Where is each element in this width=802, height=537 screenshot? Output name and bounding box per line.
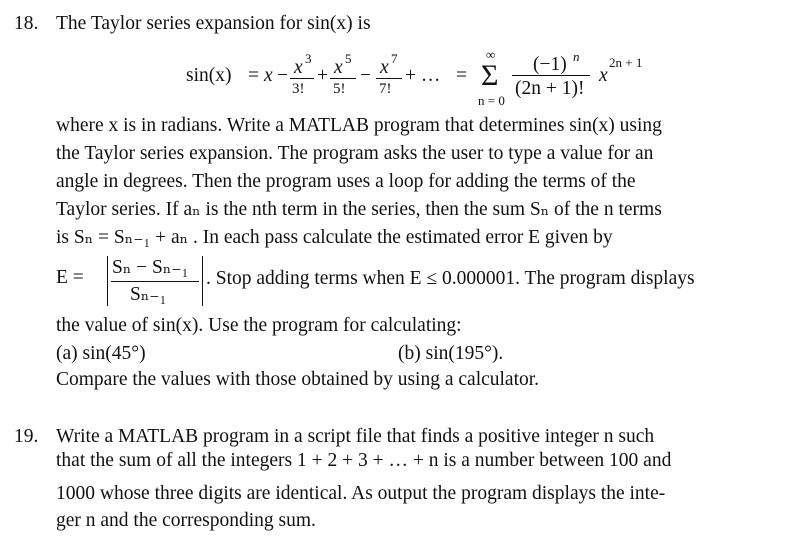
formula-lhs: sin(x) — [186, 65, 232, 86]
p18-line-5: is Sₙ = Sₙ₋₁ + aₙ . In each pass calculate the estimated error E given by — [56, 227, 613, 248]
term3-bar — [290, 78, 314, 79]
formula-equals-2: = — [456, 65, 467, 86]
formula-minus-2: − — [360, 65, 371, 86]
formula-plus-1: + — [317, 65, 328, 86]
p19-line-1: Write a MATLAB program in a script file that finds a positive integer n such — [56, 426, 655, 447]
term5-bar — [330, 78, 356, 79]
formula-x: x — [264, 65, 273, 86]
p18-line-4: Taylor series. If aₙ is the nth term in the series, then the sum Sₙ of the n terms — [56, 199, 662, 220]
problem-18-number: 18. — [14, 13, 39, 34]
part-a: (a) sin(45°) — [56, 343, 146, 364]
formula-ellipsis: + … — [405, 65, 441, 86]
error-fraction-bar — [111, 281, 199, 282]
term7-power: 7 — [391, 51, 398, 66]
formula-minus-1: − — [277, 65, 288, 86]
formula-equals: = — [248, 65, 259, 86]
sum-numerator: (−1) — [533, 54, 567, 75]
p18-line-7: the value of sin(x). Use the program for calculating: — [56, 315, 462, 336]
p18-line-9: Compare the values with those obtained by using a calculator. — [56, 369, 540, 390]
p19-line-2: that the sum of all the integers 1 + 2 + 3 + … + n is a number between 100 and — [56, 450, 672, 471]
term5-factorial: 5! — [333, 81, 346, 97]
sigma-icon: Σ — [481, 59, 499, 92]
term5-power: 5 — [345, 51, 352, 66]
sum-denominator: (2n + 1)! — [515, 78, 585, 99]
sum-upper-infinity: ∞ — [486, 47, 496, 62]
abs-bar-left — [107, 256, 108, 306]
problem-18-intro: The Taylor series expansion for sin(x) is — [56, 13, 371, 34]
problem-19-number: 19. — [14, 426, 39, 447]
error-lhs: E = — [56, 267, 84, 288]
term7-bar — [376, 78, 402, 79]
sum-x: x — [599, 65, 608, 86]
error-numerator: Sₙ − Sₙ₋₁ — [112, 257, 189, 278]
error-tail: . Stop adding terms when E ≤ 0.000001. The program displays — [206, 268, 695, 289]
term3-power: 3 — [305, 51, 312, 66]
sum-fraction-bar — [512, 75, 590, 76]
p19-line-4: ger n and the corresponding sum. — [56, 510, 316, 531]
sum-numerator-exponent: n — [573, 49, 580, 64]
p18-line-2: the Taylor series expansion. The program asks the user to type a value for an — [56, 143, 654, 164]
abs-bar-right — [202, 256, 203, 306]
sum-lower-index: n = 0 — [478, 93, 505, 108]
sum-x-exponent: 2n + 1 — [609, 55, 643, 70]
term3-factorial: 3! — [292, 81, 305, 97]
p19-line-3: 1000 whose three digits are identical. As output the program displays the inte- — [56, 483, 666, 504]
p18-line-3: angle in degrees. Then the program uses a loop for adding the terms of the — [56, 171, 636, 192]
p18-line-1: where x is in radians. Write a MATLAB program that determines sin(x) using — [56, 115, 662, 136]
term7-factorial: 7! — [379, 81, 392, 97]
error-denominator: Sₙ₋₁ — [130, 284, 167, 305]
term5-x: x — [334, 57, 343, 78]
term7-x: x — [380, 57, 389, 78]
part-b: (b) sin(195°). — [398, 343, 504, 364]
term3-x: x — [294, 57, 303, 78]
